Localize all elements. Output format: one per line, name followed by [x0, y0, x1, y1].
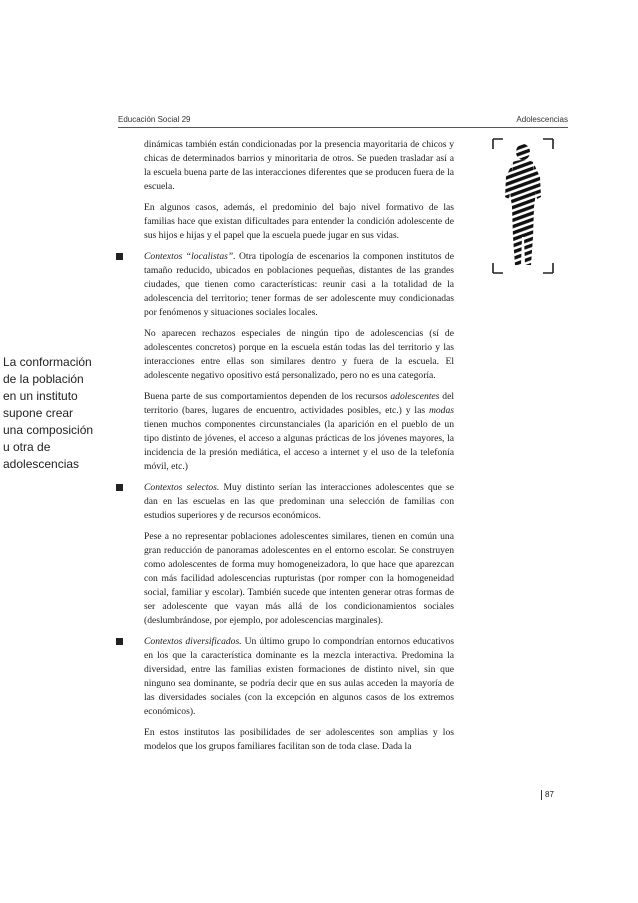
- header-rule: [118, 127, 568, 128]
- list-item: [144, 635, 454, 719]
- pull-quote-line: adolescencias: [3, 457, 80, 471]
- item-heading: Contextos diversificados.: [144, 636, 242, 647]
- list-item: [144, 481, 454, 523]
- pull-quote-line: La conformación: [3, 355, 92, 369]
- text-run-italic: adolescentes: [390, 391, 440, 402]
- pull-quote: [3, 354, 98, 473]
- article-body: [144, 138, 454, 761]
- pull-quote-line: una composición: [3, 423, 94, 437]
- pull-quote-line: supone crear: [3, 406, 74, 420]
- paragraph: En estos institutos las posibilidades de ser adolescentes son amplias y los modelos que los grupos familiares facilitan son de toda clase. Dada la: [144, 727, 454, 752]
- text-run: del territorio (bares, lugares de encuentro, actividades posibles, etc.) y las: [144, 391, 454, 416]
- header-journal: Educación Social 29: [118, 115, 191, 124]
- paragraph: Pese a no representar poblaciones adolescentes similares, tienen en común una gran reducción de panoramas adolescentes en el entorno escolar. Se construyen como adolescentes de forma muy homogeneizadora, lo que hace que aparezcan con más facilidad adolescencias rupturistas (por romper con la homogeneidad social, familiar y escolar). También sucede que intenten generar otras formas de ser adolescente que vayan más allá de los condicionamientos sociales (deslumbrándose, por ejemplo, por adolescencias marginales).: [144, 531, 454, 626]
- header-section: Adolescencias: [516, 115, 568, 124]
- item-text: Muy distinto serían las interacciones adolescentes que se dan en las escuelas en las que predominan una selección de familias con estudios superiores y de recursos económicos.: [144, 482, 455, 521]
- page-number: 87: [541, 790, 554, 800]
- item-heading: Contextos selectos.: [144, 482, 220, 493]
- pull-quote-line: en un instituto: [3, 389, 78, 403]
- list-item: [144, 250, 454, 320]
- text-run: Buena parte de sus comportamientos dependen de los recursos: [144, 391, 391, 402]
- item-heading: Contextos “localistas”.: [144, 251, 236, 262]
- item-text: Otra tipología de escenarios la componen institutos de tamaño reducido, ubicados en poblaciones pequeñas, distantes de las grandes ciudades, que tienen como características: reunir casi a la totalidad de la adolescencia del territorio; tener formas de ser adolescente muy condicionadas por fenómenos y situaciones sociales locales.: [144, 251, 454, 318]
- bullet-square: [116, 484, 123, 491]
- text-run: tienen muchos componentes circunstanciales (la aparición en el pueblo de un tipo distinto de jóvenes, el acceso a algunas prácticas de los jóvenes mayores, la incidencia de la presión mediática, el acceso a internet y el uso de la telefonía móvil, etc.): [144, 419, 454, 472]
- pull-quote-line: u otra de: [3, 440, 51, 454]
- paragraph: En algunos casos, además, el predominio del bajo nivel formativo de las familias hace que existan dificultades para entender la condición adolescente de sus hijos e hijas y el papel que la escuela puede jugar en sus vidas.: [144, 202, 454, 241]
- striped-figure-illustration: [491, 137, 555, 275]
- item-text: Un último grupo lo compondrían entornos educativos en los que la característica dominante es la mezcla interactiva. Predomina la diversidad, entre las familias existen formaciones de distinto nivel, sin que ninguno sea dominante, se podría decir que en sus aulas acceden la mayoría de las diversidades sociales (con la excepción en algunos casos de los extremos económicos).: [144, 636, 454, 717]
- paragraph: No aparecen rechazos especiales de ningún tipo de adolescencias (sí de adolescentes concretos) porque en la escuela están todas las del territorio y las interacciones entre ellas son similares dentro y fuera de la escuela. El adolescente negativo opositivo está personalizado, pero no es una categoría.: [144, 328, 454, 381]
- text-run-italic: modas: [428, 405, 454, 416]
- pull-quote-line: de la población: [3, 372, 84, 386]
- paragraph: [144, 390, 454, 474]
- bullet-square: [116, 253, 123, 260]
- paragraph: dinámicas también están condicionadas por la presencia mayoritaria de chicos y chicas de determinados barrios y minoritaria de otros. Se pueden trasladar así a la escuela buena parte de las interacciones diferentes que se producen fuera de la escuela.: [144, 139, 454, 192]
- bullet-square: [116, 638, 123, 645]
